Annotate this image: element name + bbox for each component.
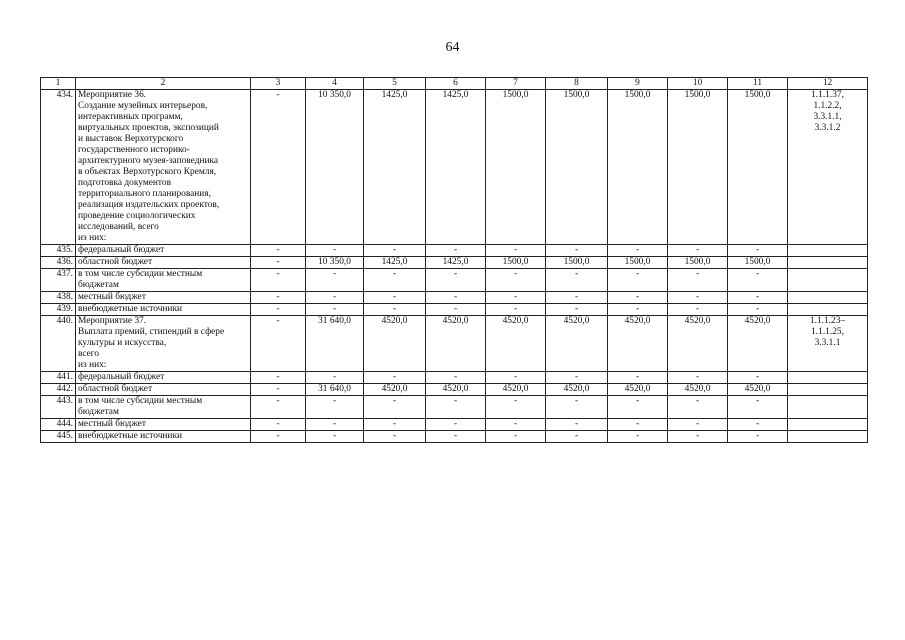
- table-row: [41, 257, 868, 269]
- row-description: [76, 419, 251, 431]
- table-row: [41, 419, 868, 431]
- value-cell: 1500,0: [668, 257, 728, 269]
- row-number: 434.: [41, 90, 76, 245]
- value-cell: -: [251, 372, 306, 384]
- value-cell: -: [546, 396, 608, 419]
- description-line: местный бюджет: [78, 292, 146, 302]
- row-number: 441.: [41, 372, 76, 384]
- target-indicator-cell: [788, 316, 868, 372]
- description-line: всего: [78, 349, 100, 359]
- value-cell: -: [426, 372, 486, 384]
- value-cell: 1425,0: [426, 257, 486, 269]
- row-number: 439.: [41, 304, 76, 316]
- target-indicator-cell: [788, 90, 868, 245]
- table-row: [41, 269, 868, 292]
- target-indicator-line: 3.3.1.1: [814, 338, 841, 348]
- target-indicator-line: 3.3.1.1,: [813, 112, 842, 122]
- row-description: [76, 384, 251, 396]
- budget-table: [40, 77, 868, 443]
- description-line: федеральный бюджет: [78, 245, 165, 255]
- row-description: [76, 372, 251, 384]
- value-cell: -: [486, 292, 546, 304]
- row-description: [76, 269, 251, 292]
- description-line: в том числе субсидии местным: [78, 269, 203, 279]
- description-line: из них:: [78, 233, 107, 243]
- value-cell: -: [251, 245, 306, 257]
- value-cell: 31 640,0: [306, 316, 364, 372]
- value-cell: 1500,0: [546, 90, 608, 245]
- column-header: 4: [306, 78, 364, 90]
- value-cell: -: [668, 304, 728, 316]
- column-header: 3: [251, 78, 306, 90]
- value-cell: -: [486, 245, 546, 257]
- value-cell: -: [306, 292, 364, 304]
- value-cell: -: [546, 372, 608, 384]
- target-indicator-line: 3.3.1.2: [814, 123, 841, 133]
- value-cell: -: [728, 419, 788, 431]
- value-cell: -: [306, 304, 364, 316]
- description-line: территориального планирования,: [78, 189, 211, 199]
- description-line: архитектурного музея-заповедника: [78, 156, 219, 166]
- row-description: [76, 396, 251, 419]
- value-cell: -: [486, 419, 546, 431]
- value-cell: -: [251, 396, 306, 419]
- description-line: бюджетам: [78, 407, 119, 417]
- value-cell: -: [251, 419, 306, 431]
- value-cell: 1500,0: [728, 90, 788, 245]
- value-cell: -: [364, 245, 426, 257]
- value-cell: -: [728, 372, 788, 384]
- description-line: внебюджетные источники: [78, 304, 183, 314]
- row-description: [76, 316, 251, 372]
- target-indicator-line: 1.1.2.2,: [813, 101, 842, 111]
- value-cell: -: [728, 269, 788, 292]
- value-cell: -: [251, 384, 306, 396]
- description-line: интерактивных программ,: [78, 112, 183, 122]
- value-cell: 1425,0: [426, 90, 486, 245]
- value-cell: -: [251, 292, 306, 304]
- target-indicator-cell: [788, 384, 868, 396]
- column-header: 5: [364, 78, 426, 90]
- value-cell: -: [668, 292, 728, 304]
- value-cell: -: [364, 419, 426, 431]
- value-cell: -: [608, 292, 668, 304]
- value-cell: -: [364, 431, 426, 443]
- value-cell: -: [486, 269, 546, 292]
- value-cell: -: [608, 419, 668, 431]
- value-cell: 1425,0: [364, 257, 426, 269]
- target-indicator-cell: [788, 292, 868, 304]
- column-header: 7: [486, 78, 546, 90]
- value-cell: -: [364, 269, 426, 292]
- value-cell: -: [728, 245, 788, 257]
- value-cell: -: [251, 304, 306, 316]
- description-line: федеральный бюджет: [78, 372, 165, 382]
- target-indicator-cell: [788, 245, 868, 257]
- value-cell: -: [546, 269, 608, 292]
- value-cell: -: [546, 245, 608, 257]
- value-cell: -: [608, 396, 668, 419]
- value-cell: 4520,0: [668, 384, 728, 396]
- row-description: [76, 431, 251, 443]
- value-cell: -: [364, 292, 426, 304]
- table-row: [41, 90, 868, 245]
- value-cell: 1500,0: [486, 90, 546, 245]
- table-row: [41, 304, 868, 316]
- description-line: из них:: [78, 360, 107, 370]
- column-header: 8: [546, 78, 608, 90]
- value-cell: 4520,0: [486, 384, 546, 396]
- value-cell: -: [486, 372, 546, 384]
- description-line: в том числе субсидии местным: [78, 396, 203, 406]
- value-cell: -: [608, 245, 668, 257]
- value-cell: -: [426, 431, 486, 443]
- row-number: 445.: [41, 431, 76, 443]
- table-row: [41, 316, 868, 372]
- target-indicator-cell: [788, 257, 868, 269]
- description-line: внебюджетные источники: [78, 431, 183, 441]
- row-number: 443.: [41, 396, 76, 419]
- target-indicator-cell: [788, 269, 868, 292]
- value-cell: -: [426, 419, 486, 431]
- value-cell: -: [364, 396, 426, 419]
- value-cell: 31 640,0: [306, 384, 364, 396]
- column-header: 12: [788, 78, 868, 90]
- value-cell: 4520,0: [728, 384, 788, 396]
- value-cell: 10 350,0: [306, 90, 364, 245]
- value-cell: -: [426, 396, 486, 419]
- value-cell: -: [668, 396, 728, 419]
- target-indicator-line: 1.1.1.37,: [811, 90, 844, 100]
- value-cell: -: [546, 431, 608, 443]
- value-cell: 1500,0: [486, 257, 546, 269]
- description-line: в объектах Верхотурского Кремля,: [78, 167, 217, 177]
- table-row: [41, 245, 868, 257]
- value-cell: -: [364, 304, 426, 316]
- row-number: 436.: [41, 257, 76, 269]
- description-line: виртуальных проектов, экспозиций: [78, 123, 219, 133]
- value-cell: -: [546, 292, 608, 304]
- value-cell: 4520,0: [546, 384, 608, 396]
- description-line: исследований, всего: [78, 222, 159, 232]
- value-cell: -: [668, 269, 728, 292]
- value-cell: -: [546, 304, 608, 316]
- description-line: реализация издательских проектов,: [78, 200, 220, 210]
- table-row: [41, 396, 868, 419]
- description-line: областной бюджет: [78, 384, 153, 394]
- value-cell: 1500,0: [608, 257, 668, 269]
- description-line: Выплата премий, стипендий в сфере: [78, 327, 225, 337]
- value-cell: -: [728, 304, 788, 316]
- description-line: Мероприятие 36.: [78, 90, 147, 100]
- description-line: и выставок Верхотурского: [78, 134, 184, 144]
- value-cell: 4520,0: [486, 316, 546, 372]
- table-row: [41, 372, 868, 384]
- description-line: государственного историко-: [78, 145, 190, 155]
- row-description: [76, 90, 251, 245]
- target-indicator-cell: [788, 372, 868, 384]
- value-cell: -: [426, 269, 486, 292]
- value-cell: -: [608, 304, 668, 316]
- row-description: [76, 292, 251, 304]
- value-cell: 4520,0: [364, 316, 426, 372]
- table-row: [41, 384, 868, 396]
- row-description: [76, 304, 251, 316]
- value-cell: -: [668, 431, 728, 443]
- value-cell: 4520,0: [426, 316, 486, 372]
- row-number: 442.: [41, 384, 76, 396]
- value-cell: -: [728, 396, 788, 419]
- value-cell: 10 350,0: [306, 257, 364, 269]
- value-cell: -: [306, 245, 364, 257]
- value-cell: -: [608, 269, 668, 292]
- value-cell: 4520,0: [608, 384, 668, 396]
- value-cell: 1500,0: [728, 257, 788, 269]
- header-row: [41, 78, 868, 90]
- value-cell: 4520,0: [728, 316, 788, 372]
- row-number: 435.: [41, 245, 76, 257]
- value-cell: -: [306, 396, 364, 419]
- value-cell: -: [486, 396, 546, 419]
- value-cell: -: [251, 90, 306, 245]
- target-indicator-cell: [788, 431, 868, 443]
- table-row: [41, 431, 868, 443]
- row-number: 437.: [41, 269, 76, 292]
- description-line: подготовка документов: [78, 178, 172, 188]
- value-cell: -: [364, 372, 426, 384]
- value-cell: 1425,0: [364, 90, 426, 245]
- table-body: [41, 90, 868, 443]
- column-header: 9: [608, 78, 668, 90]
- row-number: 440.: [41, 316, 76, 372]
- value-cell: 1500,0: [608, 90, 668, 245]
- target-indicator-cell: [788, 304, 868, 316]
- value-cell: 4520,0: [364, 384, 426, 396]
- description-line: областной бюджет: [78, 257, 153, 267]
- value-cell: -: [608, 431, 668, 443]
- value-cell: -: [426, 292, 486, 304]
- value-cell: 4520,0: [546, 316, 608, 372]
- page-number: 64: [445, 40, 460, 55]
- value-cell: -: [251, 316, 306, 372]
- value-cell: -: [251, 257, 306, 269]
- value-cell: -: [426, 245, 486, 257]
- value-cell: -: [728, 431, 788, 443]
- value-cell: -: [608, 372, 668, 384]
- table-row: [41, 292, 868, 304]
- value-cell: 4520,0: [608, 316, 668, 372]
- target-indicator-cell: [788, 419, 868, 431]
- value-cell: -: [486, 431, 546, 443]
- description-line: бюджетам: [78, 280, 119, 290]
- value-cell: -: [546, 419, 608, 431]
- target-indicator-line: 1.1.1.25,: [811, 327, 844, 337]
- column-header: 11: [728, 78, 788, 90]
- column-header: 1: [41, 78, 76, 90]
- value-cell: -: [668, 245, 728, 257]
- value-cell: -: [251, 269, 306, 292]
- row-number: 438.: [41, 292, 76, 304]
- row-description: [76, 257, 251, 269]
- value-cell: -: [306, 372, 364, 384]
- value-cell: 1500,0: [546, 257, 608, 269]
- column-header: 6: [426, 78, 486, 90]
- target-indicator-cell: [788, 396, 868, 419]
- value-cell: -: [668, 419, 728, 431]
- column-header: 2: [76, 78, 251, 90]
- column-header: 10: [668, 78, 728, 90]
- target-indicator-line: 1.1.1.23–: [809, 316, 846, 326]
- value-cell: 4520,0: [668, 316, 728, 372]
- description-line: Мероприятие 37.: [78, 316, 147, 326]
- value-cell: 1500,0: [668, 90, 728, 245]
- description-line: культуры и искусства,: [78, 338, 167, 348]
- description-line: местный бюджет: [78, 419, 146, 429]
- description-line: Создание музейных интерьеров,: [78, 101, 208, 111]
- value-cell: -: [306, 419, 364, 431]
- row-description: [76, 245, 251, 257]
- value-cell: 4520,0: [426, 384, 486, 396]
- value-cell: -: [306, 269, 364, 292]
- value-cell: -: [426, 304, 486, 316]
- value-cell: -: [486, 304, 546, 316]
- value-cell: -: [668, 372, 728, 384]
- description-line: проведение социологических: [78, 211, 196, 221]
- value-cell: -: [251, 431, 306, 443]
- value-cell: -: [306, 431, 364, 443]
- row-number: 444.: [41, 419, 76, 431]
- value-cell: -: [728, 292, 788, 304]
